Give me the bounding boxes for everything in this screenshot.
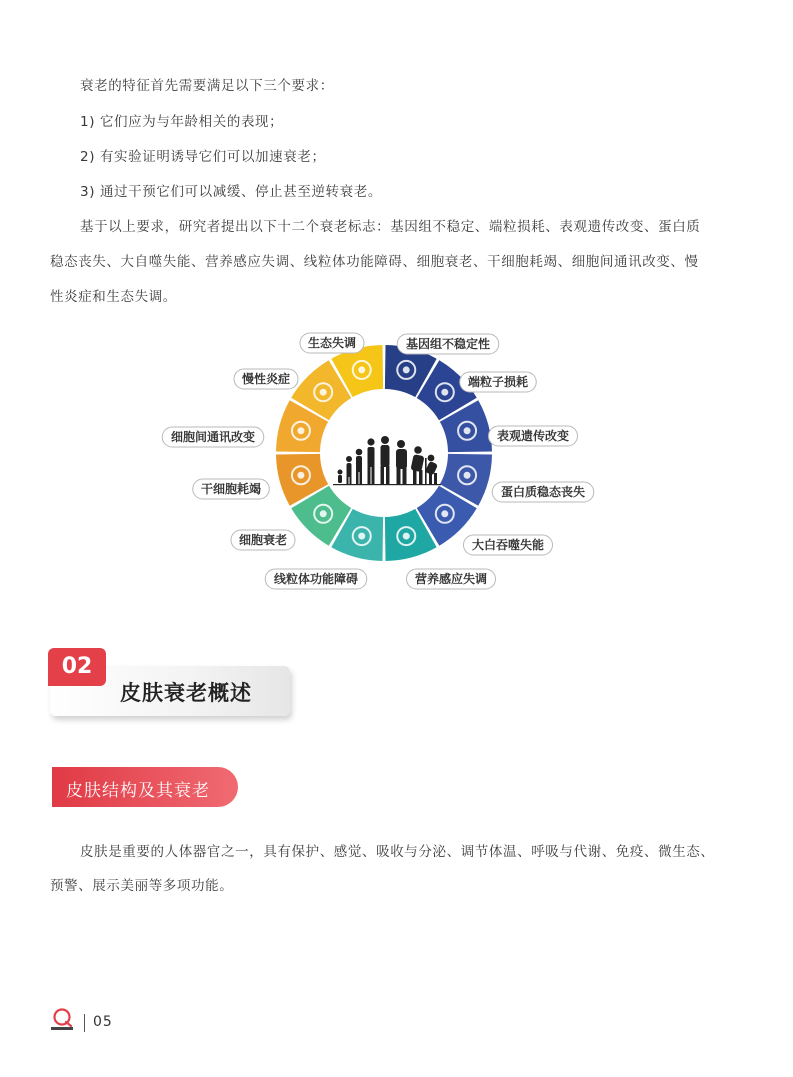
hallmark-label [300, 333, 364, 353]
hallmarks-of-aging-diagram [0, 320, 793, 610]
hallmarks-paragraph-line-2: 稳态丧失、大自噬失能、营养感应失调、线粒体功能障碍、细胞衰老、干细胞耗竭、细胞间通讯改变、慢 [50, 254, 699, 270]
hallmark-label [265, 569, 367, 589]
hallmark-label [464, 535, 553, 555]
hallmark-label [193, 479, 270, 499]
requirement-2: 2) 有实验证明诱导它们可以加速衰老； [80, 149, 326, 165]
hallmark-label [231, 530, 295, 550]
hallmark-label [492, 482, 594, 502]
subsection-heading [52, 767, 238, 807]
aging-people-icon [333, 436, 441, 485]
section-heading [48, 648, 294, 720]
hallmarks-paragraph-line-1: 基于以上要求，研究者提出以下十二个衰老标志：基因组不稳定、端粒损耗、表观遗传改变、蛋白质 [80, 219, 701, 235]
hallmark-label-text: 细胞间通讯改变 [170, 430, 256, 444]
footer-divider [84, 1014, 85, 1032]
requirement-3: 3) 通过干预它们可以减缓、停止甚至逆转衰老。 [80, 184, 382, 200]
intro-paragraph-1: 衰老的特征首先需要满足以下三个要求： [80, 78, 334, 94]
hallmark-label [162, 427, 264, 447]
hallmark-label [489, 426, 578, 446]
hallmark-label-text: 大白吞噬失能 [471, 538, 545, 552]
hallmark-label [234, 369, 298, 389]
subsection-title: 皮肤结构及其衰老 [66, 781, 210, 801]
hallmark-label-text: 细胞衰老 [238, 533, 288, 547]
hallmark-label-text: 慢性炎症 [241, 372, 291, 386]
skin-paragraph-line-1: 皮肤是重要的人体器官之一，具有保护、感觉、吸收与分泌、调节体温、呼吸与代谢、免疫、微生态、 [80, 844, 715, 860]
section-number: 02 [48, 648, 106, 686]
hallmark-label-text: 生态失调 [307, 336, 357, 350]
hallmark-label-text: 端粒子损耗 [467, 375, 529, 389]
hallmark-label [397, 334, 499, 354]
requirement-1: 1) 它们应为与年龄相关的表现； [80, 114, 284, 130]
skin-paragraph-line-2: 预警、展示美丽等多项功能。 [50, 878, 234, 894]
hallmark-label-text: 基因组不稳定性 [405, 337, 491, 351]
hallmark-label-text: 表观遗传改变 [496, 429, 570, 443]
section-title: 皮肤衰老概述 [120, 681, 252, 705]
hallmark-label-text: 干细胞耗竭 [200, 482, 262, 496]
hallmark-label [460, 372, 537, 392]
hallmarks-paragraph-line-3: 性炎症和生态失调。 [50, 289, 177, 305]
brand-logo-icon [48, 1008, 78, 1032]
page-number: 05 [93, 1014, 113, 1030]
hallmark-label-text: 蛋白质稳态丧失 [500, 485, 586, 499]
hallmark-label [407, 569, 496, 589]
hallmark-label-text: 营养感应失调 [414, 572, 488, 586]
hallmark-label-text: 线粒体功能障碍 [273, 572, 359, 586]
